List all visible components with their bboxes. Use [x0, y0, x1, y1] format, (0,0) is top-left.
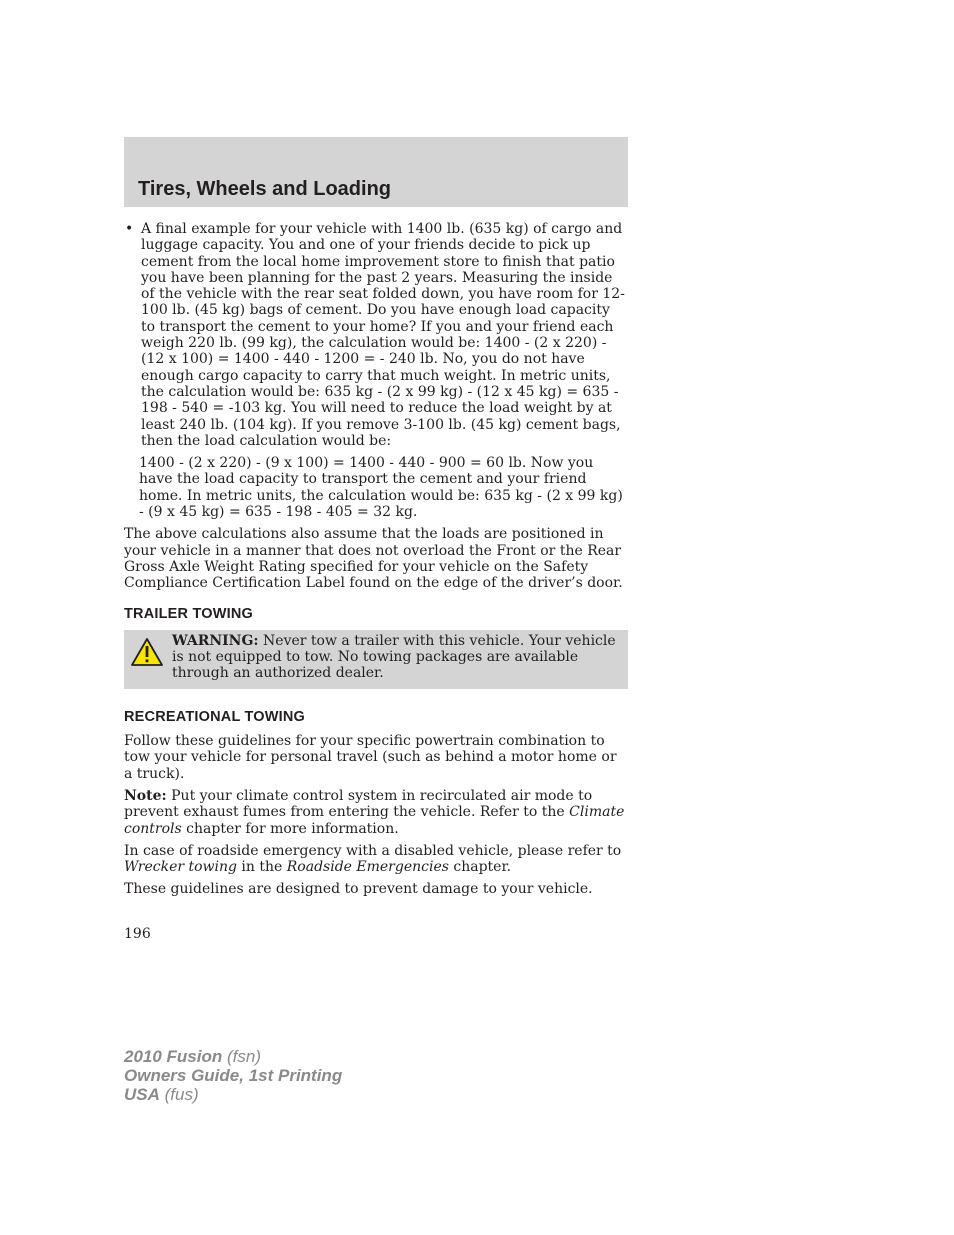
page-number: 196	[124, 926, 151, 942]
footer-market-code: (fus)	[159, 1085, 199, 1104]
trailer-towing-heading: TRAILER TOWING	[124, 605, 253, 622]
emergency-paragraph	[124, 843, 628, 876]
calculation-paragraph: 1400 - (2 x 220) - (9 x 100) = 1400 - 440 - 900 = 60 lb. Now you have the load capacity to transport the cement and your friend home. In metric units, the calculation would be: 635 kg - (2 x 99 kg) - (9 x 45 kg) = 635 - 198 - 405 = 32 kg.	[139, 455, 623, 521]
assumption-paragraph: The above calculations also assume that the loads are positioned in your vehicle in a manner that does not overload the Front or the Rear Gross Axle Weight Rating specified for your vehicle on the Safety Compliance Certification Label found on the edge of the driver’s door.	[124, 526, 623, 592]
warning-box	[124, 630, 628, 689]
footer-line-3	[124, 1085, 342, 1104]
warning-triangle-icon	[130, 637, 164, 667]
note-text-1: Put your climate control system in recirculated air mode to prevent exhaust fumes from entering the vehicle. Refer to the	[124, 787, 593, 821]
print-footer	[124, 1047, 342, 1104]
note-text-2: chapter for more information.	[181, 820, 399, 837]
warning-label: WARNING:	[172, 632, 259, 649]
example-bullet	[124, 221, 628, 449]
chapter-title: Tires, Wheels and Loading	[138, 178, 392, 200]
emergency-text-2: in the	[236, 859, 287, 876]
footer-line-1	[124, 1047, 342, 1066]
warning-text: Never tow a trailer with this vehicle. Your vehicle is not equipped to tow. No towing packages are available through an authorized dealer.	[172, 632, 616, 682]
emergency-text-3: chapter.	[448, 859, 512, 876]
footer-model: 2010 Fusion	[124, 1047, 223, 1066]
note-paragraph	[124, 788, 628, 837]
towing-intro: Follow these guidelines for your specific powertrain combination to tow your vehicle for personal travel (such as behind a motor home or a truck).	[124, 733, 617, 782]
emergency-text-1: In case of roadside emergency with a disabled vehicle, please refer to	[124, 842, 622, 859]
roadside-emergencies-reference: Roadside Emergencies	[286, 859, 449, 876]
footer-line-2	[124, 1066, 342, 1085]
note-label: Note:	[124, 787, 167, 804]
chapter-header-band	[124, 137, 628, 207]
guidelines-paragraph: These guidelines are designed to prevent damage to your vehicle.	[124, 881, 593, 898]
footer-market: USA	[124, 1085, 160, 1104]
climate-controls-reference: Climate controls	[124, 804, 625, 837]
footer-model-code: (fsn)	[222, 1047, 261, 1066]
wrecker-towing-reference: Wrecker towing	[124, 859, 237, 876]
bullet-marker: •	[125, 221, 134, 237]
page-content	[124, 221, 628, 904]
bullet-text: A final example for your vehicle with 1400 lb. (635 kg) of cargo and luggage capacity. You and one of your friends decide to pick up cement from the local home improvement store to finish that patio you have been planning for the past 2 years. Measuring the inside of the vehicle with the rear seat folded down, you have room for 12-100 lb. (45 kg) bags of cement. Do you have enough load capacity to transport the cement to your home? If you and your friend each weigh 220 lb. (99 kg), the calculation would be: 1400 - (2 x 220) - (12 x 100) = 1400 - 440 - 1200 = - 240 lb. No, you do not have enough cargo capacity to carry that much weight. In metric units, the calculation would be: 635 kg - (2 x 99 kg) - (12 x 45 kg) = 635 - 198 - 540 = -103 kg. You will need to reduce the load weight by at least 240 lb. (104 kg). If you remove 3-100 lb. (45 kg) cement bags, then the load calculation would be:	[141, 221, 625, 449]
footer-edition: Owners Guide, 1st Printing	[124, 1066, 343, 1085]
recreational-towing-heading: RECREATIONAL TOWING	[124, 708, 306, 725]
